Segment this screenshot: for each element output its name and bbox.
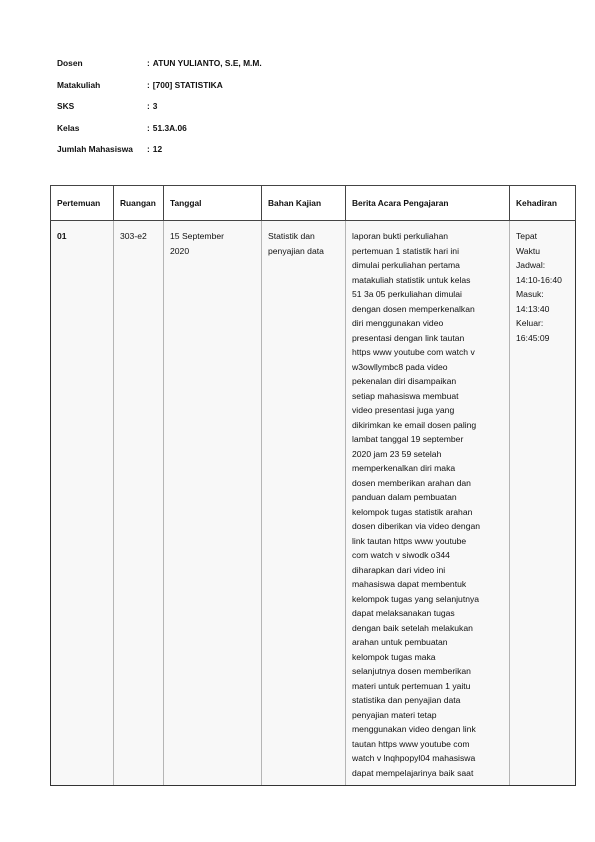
text-line: tautan https www youtube com [352, 738, 470, 749]
text-line: panduan dalam pembuatan [352, 492, 457, 502]
text-line: kelompok tugas statistik arahan [352, 506, 473, 517]
cell-pertemuan: 01 [51, 221, 114, 786]
info-value-dosen: ATUN YULIANTO, S.E, M.M. [152, 58, 262, 68]
text-line: mahasiswa dapat membentuk [352, 579, 467, 589]
text-line: dosen diberikan via video dengan [352, 521, 481, 531]
info-row-matakuliah [57, 78, 262, 100]
text-line: matakuliah statistik untuk kelas [352, 274, 471, 285]
text-line: video presentasi juga yang [352, 405, 455, 415]
column-header-ruangan: Ruangan [114, 186, 164, 221]
info-value-jumlah-mahasiswa: 12 [152, 144, 163, 155]
text-line: 2020 jam 23 59 setelah [352, 448, 442, 459]
cell-ruangan: 303-e2 [114, 221, 164, 786]
text-line: pekenalan diri disampaikan [352, 376, 457, 386]
text-line: Masuk: [516, 289, 544, 299]
info-label: Matakuliah [57, 79, 101, 90]
text-line: memperkenalkan diri maka [352, 463, 456, 473]
text-line: selanjutnya dosen memberikan [352, 666, 471, 676]
text-line: 14:10-16:40 [516, 274, 562, 285]
column-header-berita-acara: Berita Acara Pengajaran [346, 186, 510, 221]
text-line: laporan bukti perkuliahan [352, 231, 449, 241]
text-line: Keluar: [516, 318, 544, 328]
text-line: Statistik dan [268, 231, 315, 241]
cell-bahan-kajian [262, 221, 346, 786]
text-line: dimulai perkuliahan pertama [352, 260, 460, 270]
text-line: statistika dan penyajian data [352, 695, 461, 705]
info-label: SKS [57, 101, 75, 112]
info-row-dosen [57, 56, 262, 78]
table-row [51, 221, 576, 786]
text-line: dengan dosen memperkenalkan [352, 303, 475, 314]
text-line: Jadwal: [516, 260, 546, 270]
column-header-kehadiran: Kehadiran [510, 186, 576, 221]
text-line: dapat mempelajarinya baik saat [352, 767, 474, 778]
text-line: dosen memberikan arahan dan [352, 477, 471, 488]
text-line: presentasi dengan link tautan [352, 332, 465, 343]
info-row-sks [57, 99, 262, 121]
text-line: watch v lnqhpopyl04 mahasiswa [352, 753, 476, 763]
text-line: diharapkan dari video ini [352, 564, 446, 575]
text-line: lambat tanggal 19 september [352, 434, 464, 444]
info-value-kelas: 51.3A.06 [152, 122, 187, 133]
text-line: arahan untuk pembuatan [352, 637, 448, 647]
info-label: Kelas [57, 122, 80, 133]
text-line: com watch v siwodk o344 [352, 550, 450, 560]
column-header-bahan-kajian: Bahan Kajian [262, 186, 346, 221]
text-line: kelompok tugas maka [352, 651, 436, 662]
text-line: 16:45:09 [516, 332, 550, 343]
text-line: Tepat [516, 231, 538, 241]
info-label: Jumlah Mahasiswa [57, 144, 133, 155]
info-separator: : [147, 144, 150, 155]
text-line: 15 September [170, 231, 224, 241]
course-info [57, 56, 262, 164]
text-line: w3owllymbc8 pada video [352, 361, 448, 372]
info-separator: : [147, 58, 150, 68]
text-line: penyajian materi tetap [352, 709, 437, 720]
text-line: link tautan https www youtube [352, 535, 467, 546]
text-line: setiap mahasiswa membuat [352, 390, 459, 401]
text-line: dikirimkan ke email dosen paling [352, 419, 477, 430]
text-line: 2020 [170, 245, 190, 256]
text-line: Waktu [516, 245, 541, 256]
cell-kehadiran [510, 221, 576, 786]
text-line: menggunakan video dengan link [352, 724, 476, 734]
info-value-sks: 3 [152, 101, 158, 112]
info-separator: : [147, 79, 150, 90]
text-line: 14:13:40 [516, 303, 550, 314]
column-header-pertemuan: Pertemuan [51, 186, 114, 221]
text-line: kelompok tugas yang selanjutnya [352, 593, 480, 604]
column-header-tanggal: Tanggal [164, 186, 262, 221]
info-separator: : [147, 122, 150, 133]
text-line: penyajian data [268, 245, 324, 256]
info-value-matakuliah: [700] STATISTIKA [152, 79, 223, 90]
info-row-kelas [57, 121, 262, 143]
attendance-report-table [50, 185, 576, 786]
info-label: Dosen [57, 58, 83, 68]
text-line: pertemuan 1 statistik hari ini [352, 245, 459, 256]
table-header-row [51, 186, 576, 221]
text-line: dengan baik setelah melakukan [352, 622, 473, 633]
text-line: diri menggunakan video [352, 318, 444, 328]
text-line: 51 3a 05 perkuliahan dimulai [352, 289, 462, 299]
info-row-jumlah-mahasiswa [57, 142, 262, 164]
cell-tanggal [164, 221, 262, 786]
info-separator: : [147, 101, 150, 112]
text-line: https www youtube com watch v [352, 347, 475, 357]
text-line: materi untuk pertemuan 1 yaitu [352, 680, 471, 691]
cell-berita-acara [346, 221, 510, 786]
text-line: dapat melaksanakan tugas [352, 608, 455, 618]
